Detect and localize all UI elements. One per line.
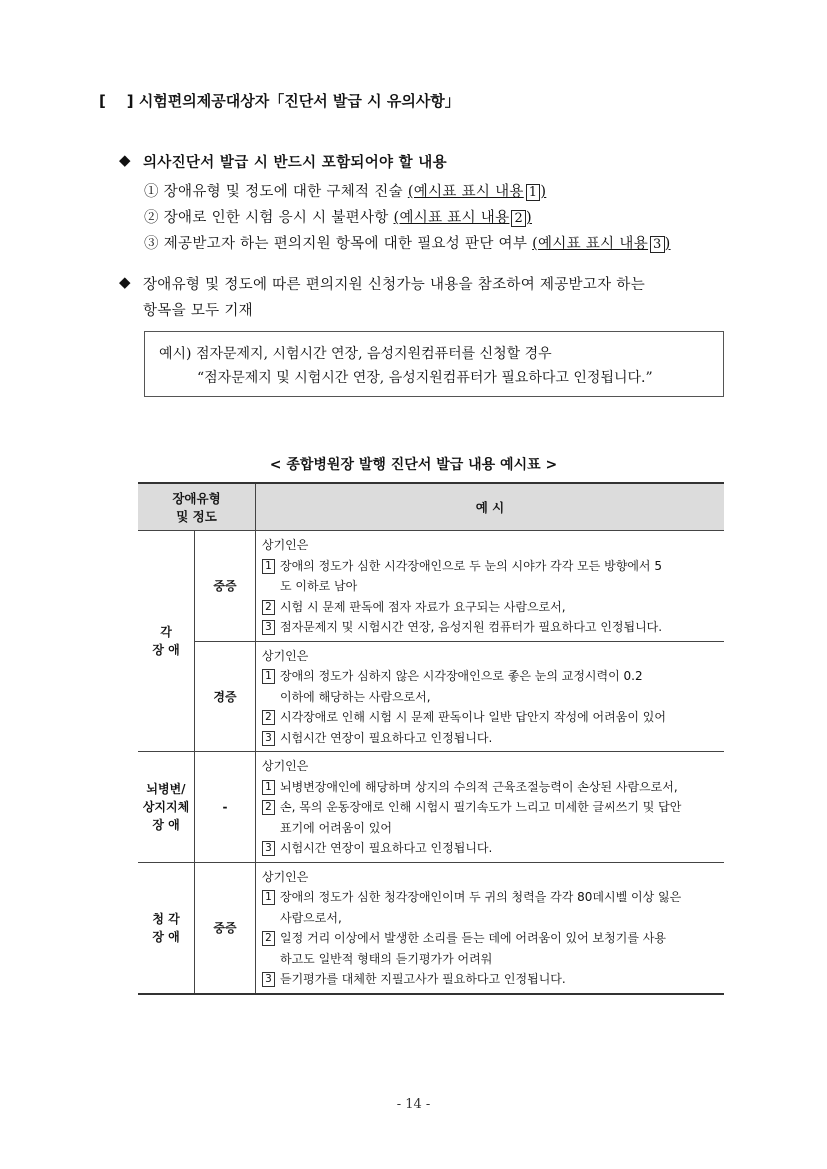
level-cell: - bbox=[195, 752, 256, 863]
header-type: 장애유형 및 정도 bbox=[138, 483, 256, 531]
example-cell: 상기인은 1 장애의 정도가 심한 청각장애인이며 두 귀의 청력을 각각 80데시벨 이상 잃은 사람으로서, 2 일정 거리 이상에서 발생한 소리를 듣는 데에 어려움이 있어 보청기를 사용 하고도 일반적 형태의 듣기평가가 어려워 3 듣기평가를 대체한 지필고사가 필요하다고 인정됩니다. bbox=[256, 862, 725, 994]
header-example: 예 시 bbox=[256, 483, 725, 531]
bullet-diamond-icon: ◆ bbox=[119, 151, 131, 169]
example-table bbox=[138, 482, 724, 995]
category-hearing: 청 각 장 애 bbox=[138, 862, 195, 994]
table-row bbox=[138, 641, 724, 752]
table-header-row bbox=[138, 483, 724, 531]
example-box bbox=[144, 331, 724, 397]
bullet-diamond-icon: ◆ bbox=[119, 273, 131, 291]
level-cell: 경증 bbox=[195, 641, 256, 752]
table-row bbox=[138, 752, 724, 863]
table-title: < 종합병원장 발행 진단서 발급 내용 예시표 > bbox=[269, 457, 558, 473]
category-visual: 각 장 애 bbox=[138, 531, 195, 752]
section1-item-3: ③ 제공받고자 하는 편의지원 항목에 대한 필요성 판단 여부 (예시표 표시 내용 3 ) bbox=[144, 236, 671, 252]
table-row bbox=[138, 531, 724, 642]
category-brain: 뇌병변/ 상지지체 장 애 bbox=[138, 752, 195, 863]
example-cell: 상기인은 1 뇌병변장애인에 해당하며 상지의 수의적 근육조절능력이 손상된 사람으로서, 2 손, 목의 운동장애로 인해 시험시 필기속도가 느리고 미세한 글씨쓰기 및 답안 표기에 어려움이 있어 3 시험시간 연장이 필요하다고 인정됩니다. bbox=[256, 752, 725, 863]
level-cell: 중증 bbox=[195, 862, 256, 994]
table-row bbox=[138, 862, 724, 994]
section1-item-1: ① 장애유형 및 정도에 대한 구체적 진술 (예시표 표시 내용 1 ) bbox=[144, 184, 547, 200]
example-line1: 예시) 점자문제지, 시험시간 연장, 음성지원컴퓨터를 신청할 경우 bbox=[159, 346, 552, 362]
level-cell: 중증 bbox=[195, 531, 256, 642]
example-line2: “점자문제지 및 시험시간 연장, 음성지원컴퓨터가 필요하다고 인정됩니다.” bbox=[197, 370, 653, 386]
page-number: - 14 - bbox=[396, 1097, 431, 1112]
example-cell: 상기인은 1 장애의 정도가 심하지 않은 시각장애인으로 좋은 눈의 교정시력이 0.2 이하에 해당하는 사람으로서, 2 시각장애로 인해 시험 시 문제 판독이나 일반 답안지 작성에 어려움이 있어 3 시험시간 연장이 필요하다고 인정됩니다. bbox=[256, 641, 725, 752]
section1-title: 의사진단서 발급 시 반드시 포함되어야 할 내용 bbox=[143, 154, 447, 171]
section1-item-2: ② 장애로 인한 시험 응시 시 불편사항 (예시표 표시 내용 2 ) bbox=[144, 210, 532, 226]
page-heading: [ ] 시험편의제공대상자「진단서 발급 시 유의사항」 bbox=[99, 92, 460, 110]
section2-line1: 장애유형 및 정도에 따른 편의지원 신청가능 내용을 참조하여 제공받고자 하는 bbox=[143, 277, 646, 293]
example-cell: 상기인은 1 장애의 정도가 심한 시각장애인으로 두 눈의 시야가 각각 모든 방향에서 5 도 이하로 남아 2 시험 시 문제 판독에 점자 자료가 요구되는 사람으로서, 3 점자문제지 및 시험시간 연장, 음성지원 컴퓨터가 필요하다고 인정됩니다. bbox=[256, 531, 725, 642]
section2-line2: 항목을 모두 기재 bbox=[143, 303, 253, 319]
